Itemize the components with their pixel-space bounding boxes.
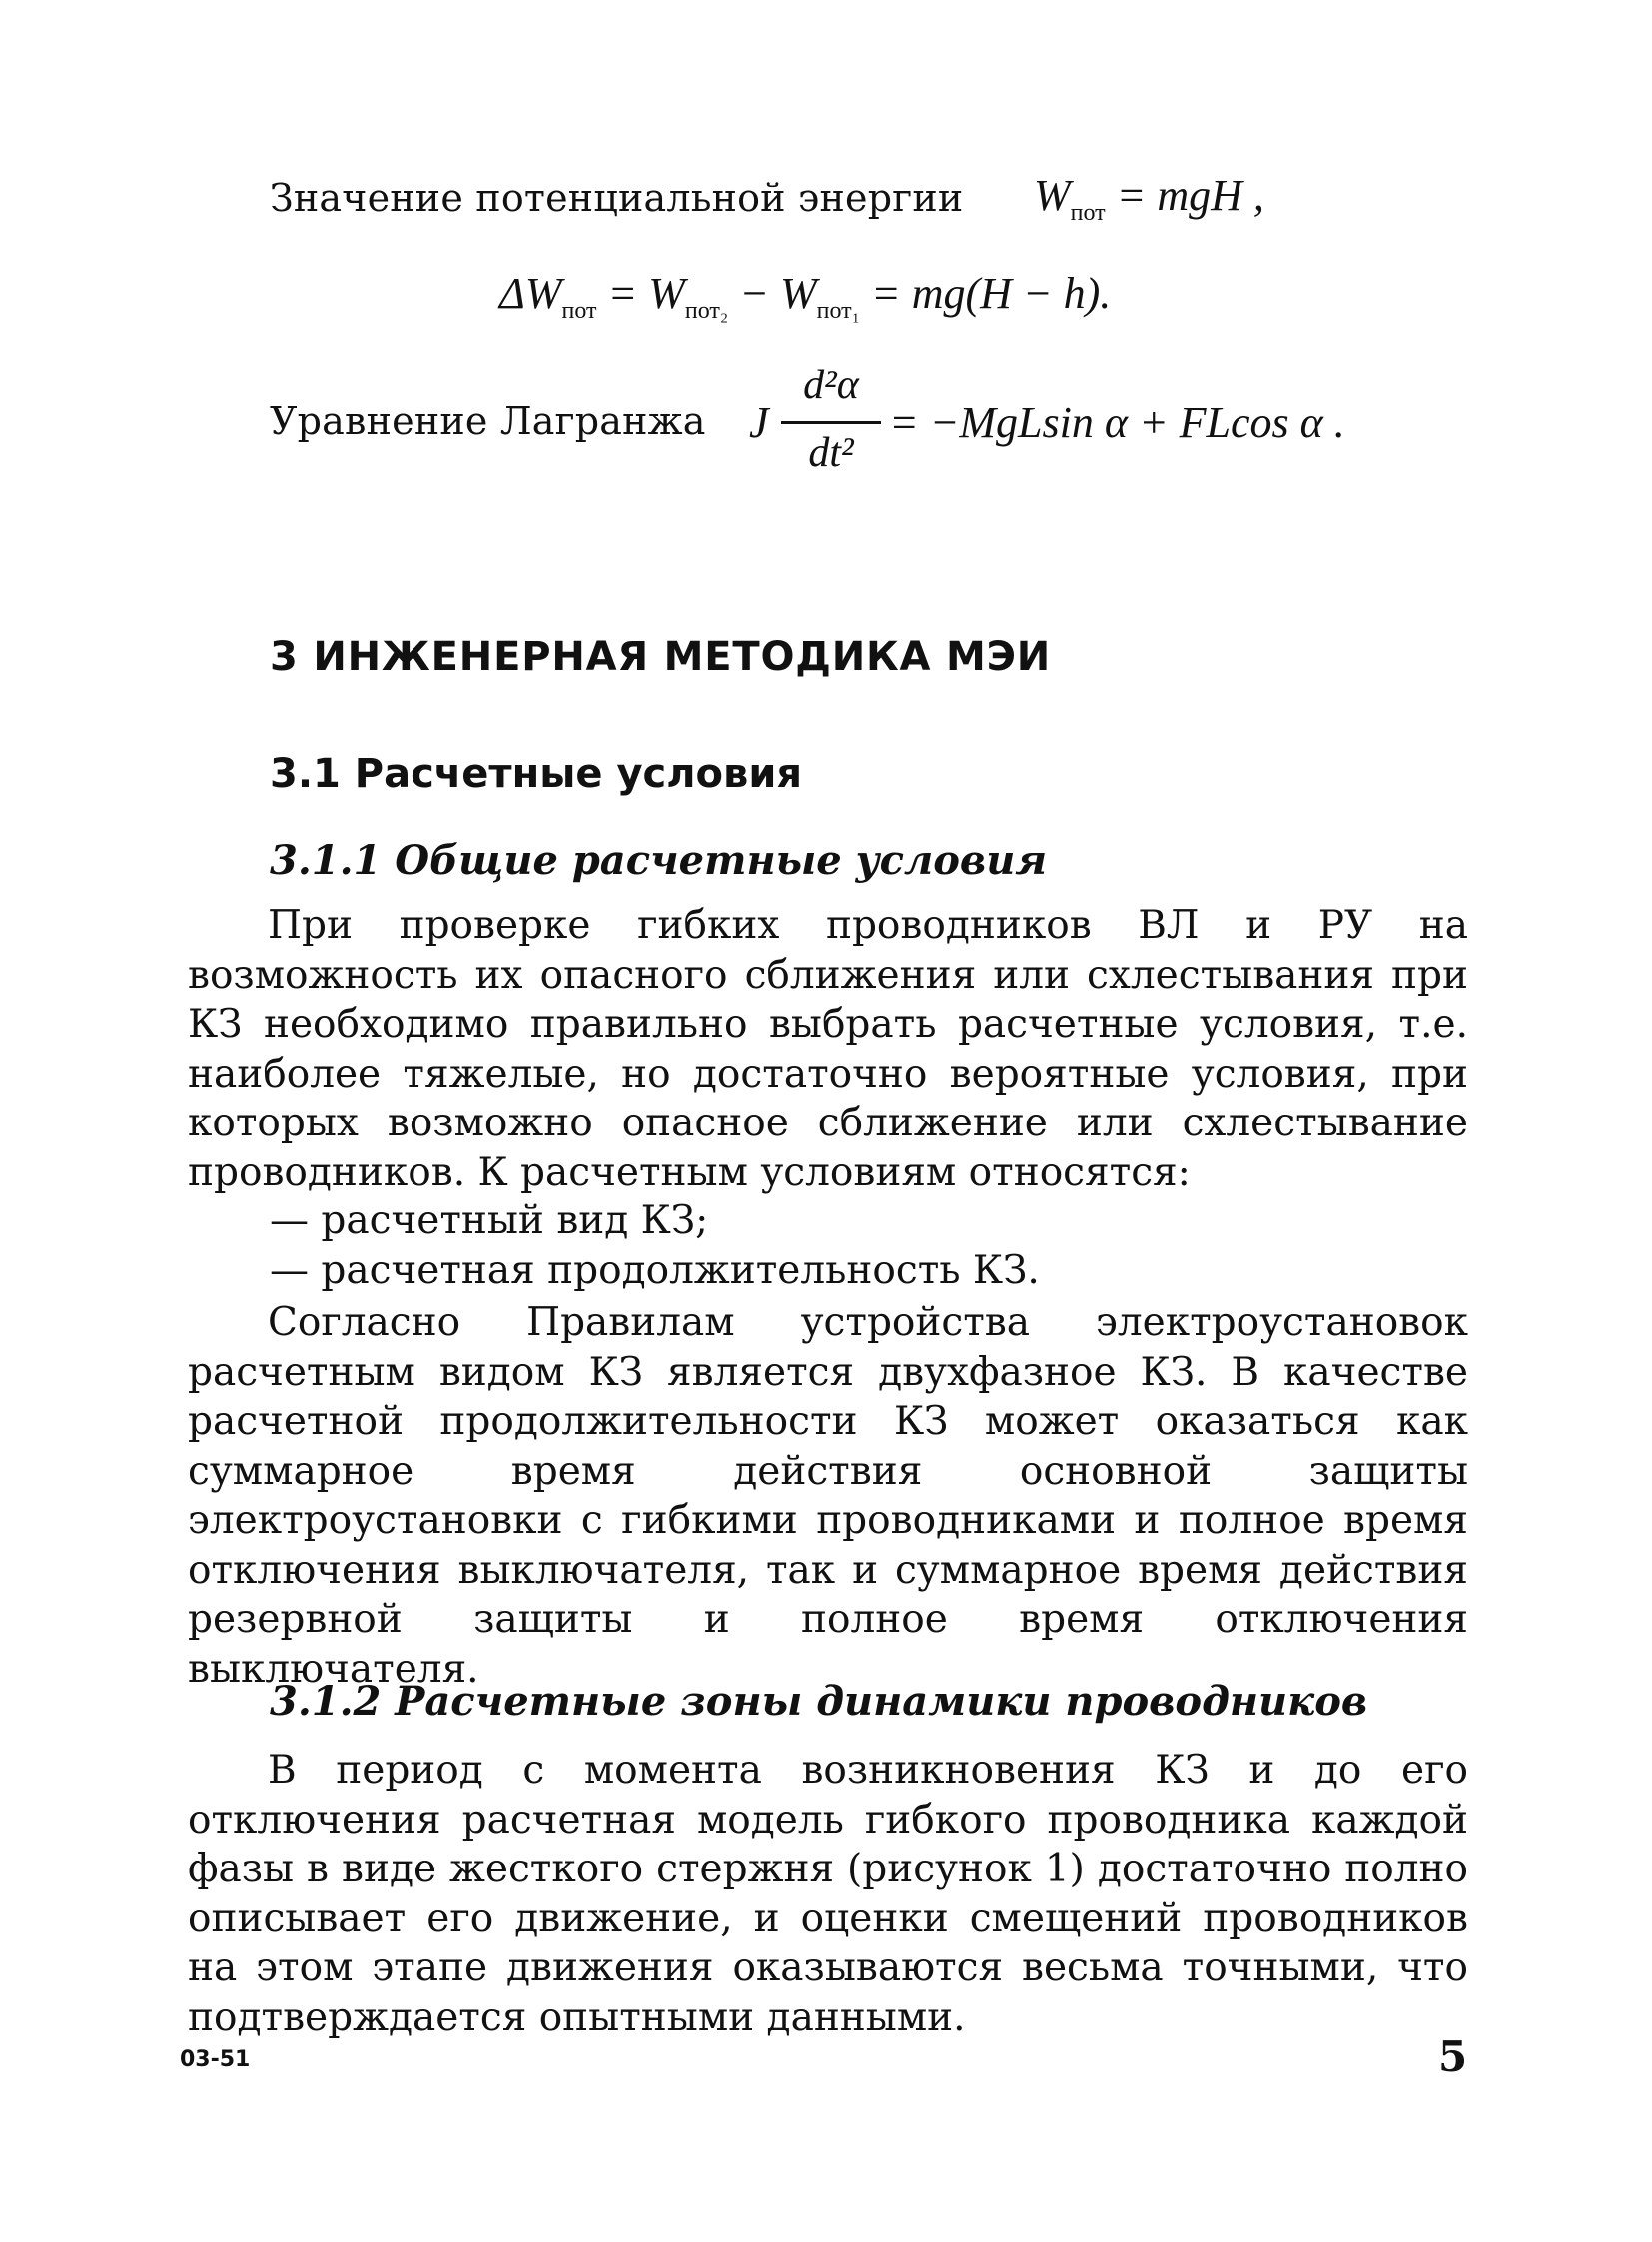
section-title: 3 ИНЖЕНЕРНАЯ МЕТОДИКА МЭИ — [270, 634, 1052, 680]
lagrange-rhs: = −MgLsin α + FLcos α . — [889, 398, 1345, 447]
list-item-1: — расчетный вид КЗ; — [270, 1198, 709, 1243]
subsection-title: 3.1 Расчетные условия — [270, 751, 803, 797]
list-item-2: — расчетная продолжительность КЗ. — [270, 1248, 1040, 1293]
paragraph-2: Согласно Правилам устройства электроустановок расчетным видом КЗ является двухфазное КЗ. В качестве расчетной продолжительности КЗ может оказаться как суммарное время действия основной защиты электроустановки с гибкими проводниками и полное время отключения выключателя, так и суммарное время действия резервной защиты и полное время отключения выключателя. — [188, 1300, 1468, 1692]
potential-energy-label: Значение потенциальной энергии — [270, 176, 964, 220]
subsubsection-title-1: 3.1.1 Общие расчетные условия — [270, 837, 1048, 884]
lagrange-fraction-numerator: d²α — [803, 363, 859, 408]
fraction-bar — [781, 421, 881, 424]
lagrange-J: J — [749, 398, 769, 447]
paragraph-3: В период с момента возникновения КЗ и до его отключения расчетная модель гибкого проводника каждой фазы в виде жесткого стержня (рисунок 1) достаточно полно описывает его движение, и оценки смещений проводников на этом этапе движения оказываются весьма точными, что подтверждается опытными данными. — [188, 1748, 1468, 2040]
paragraph-1: При проверке гибких проводников ВЛ и РУ на возможность их опасного сближения или схлестывания при КЗ необходимо правильно выбрать расчетные условия, т.е. наиболее тяжелые, но достаточно вероятные условия, при которых возможно опасное сближение или схлестывание проводников. К расчетным условиям относятся: — [188, 903, 1468, 1195]
lagrange-fraction-denominator: dt² — [808, 430, 854, 476]
delta-potential-formula: $\Delta W_{пот} = W_{пот_2} - W_{пот_1} = mg(H - h)$. — [499, 269, 1112, 324]
potential-energy-formula: $W_{пот}$ = mgH , — [1034, 171, 1264, 226]
page-number: 5 — [1438, 2032, 1468, 2081]
footer-code: 03-51 — [180, 2047, 251, 2072]
lagrange-label: Уравнение Лагранжа — [270, 399, 706, 443]
subsubsection-title-2: 3.1.2 Расчетные зоны динамики проводников — [270, 1678, 1368, 1725]
